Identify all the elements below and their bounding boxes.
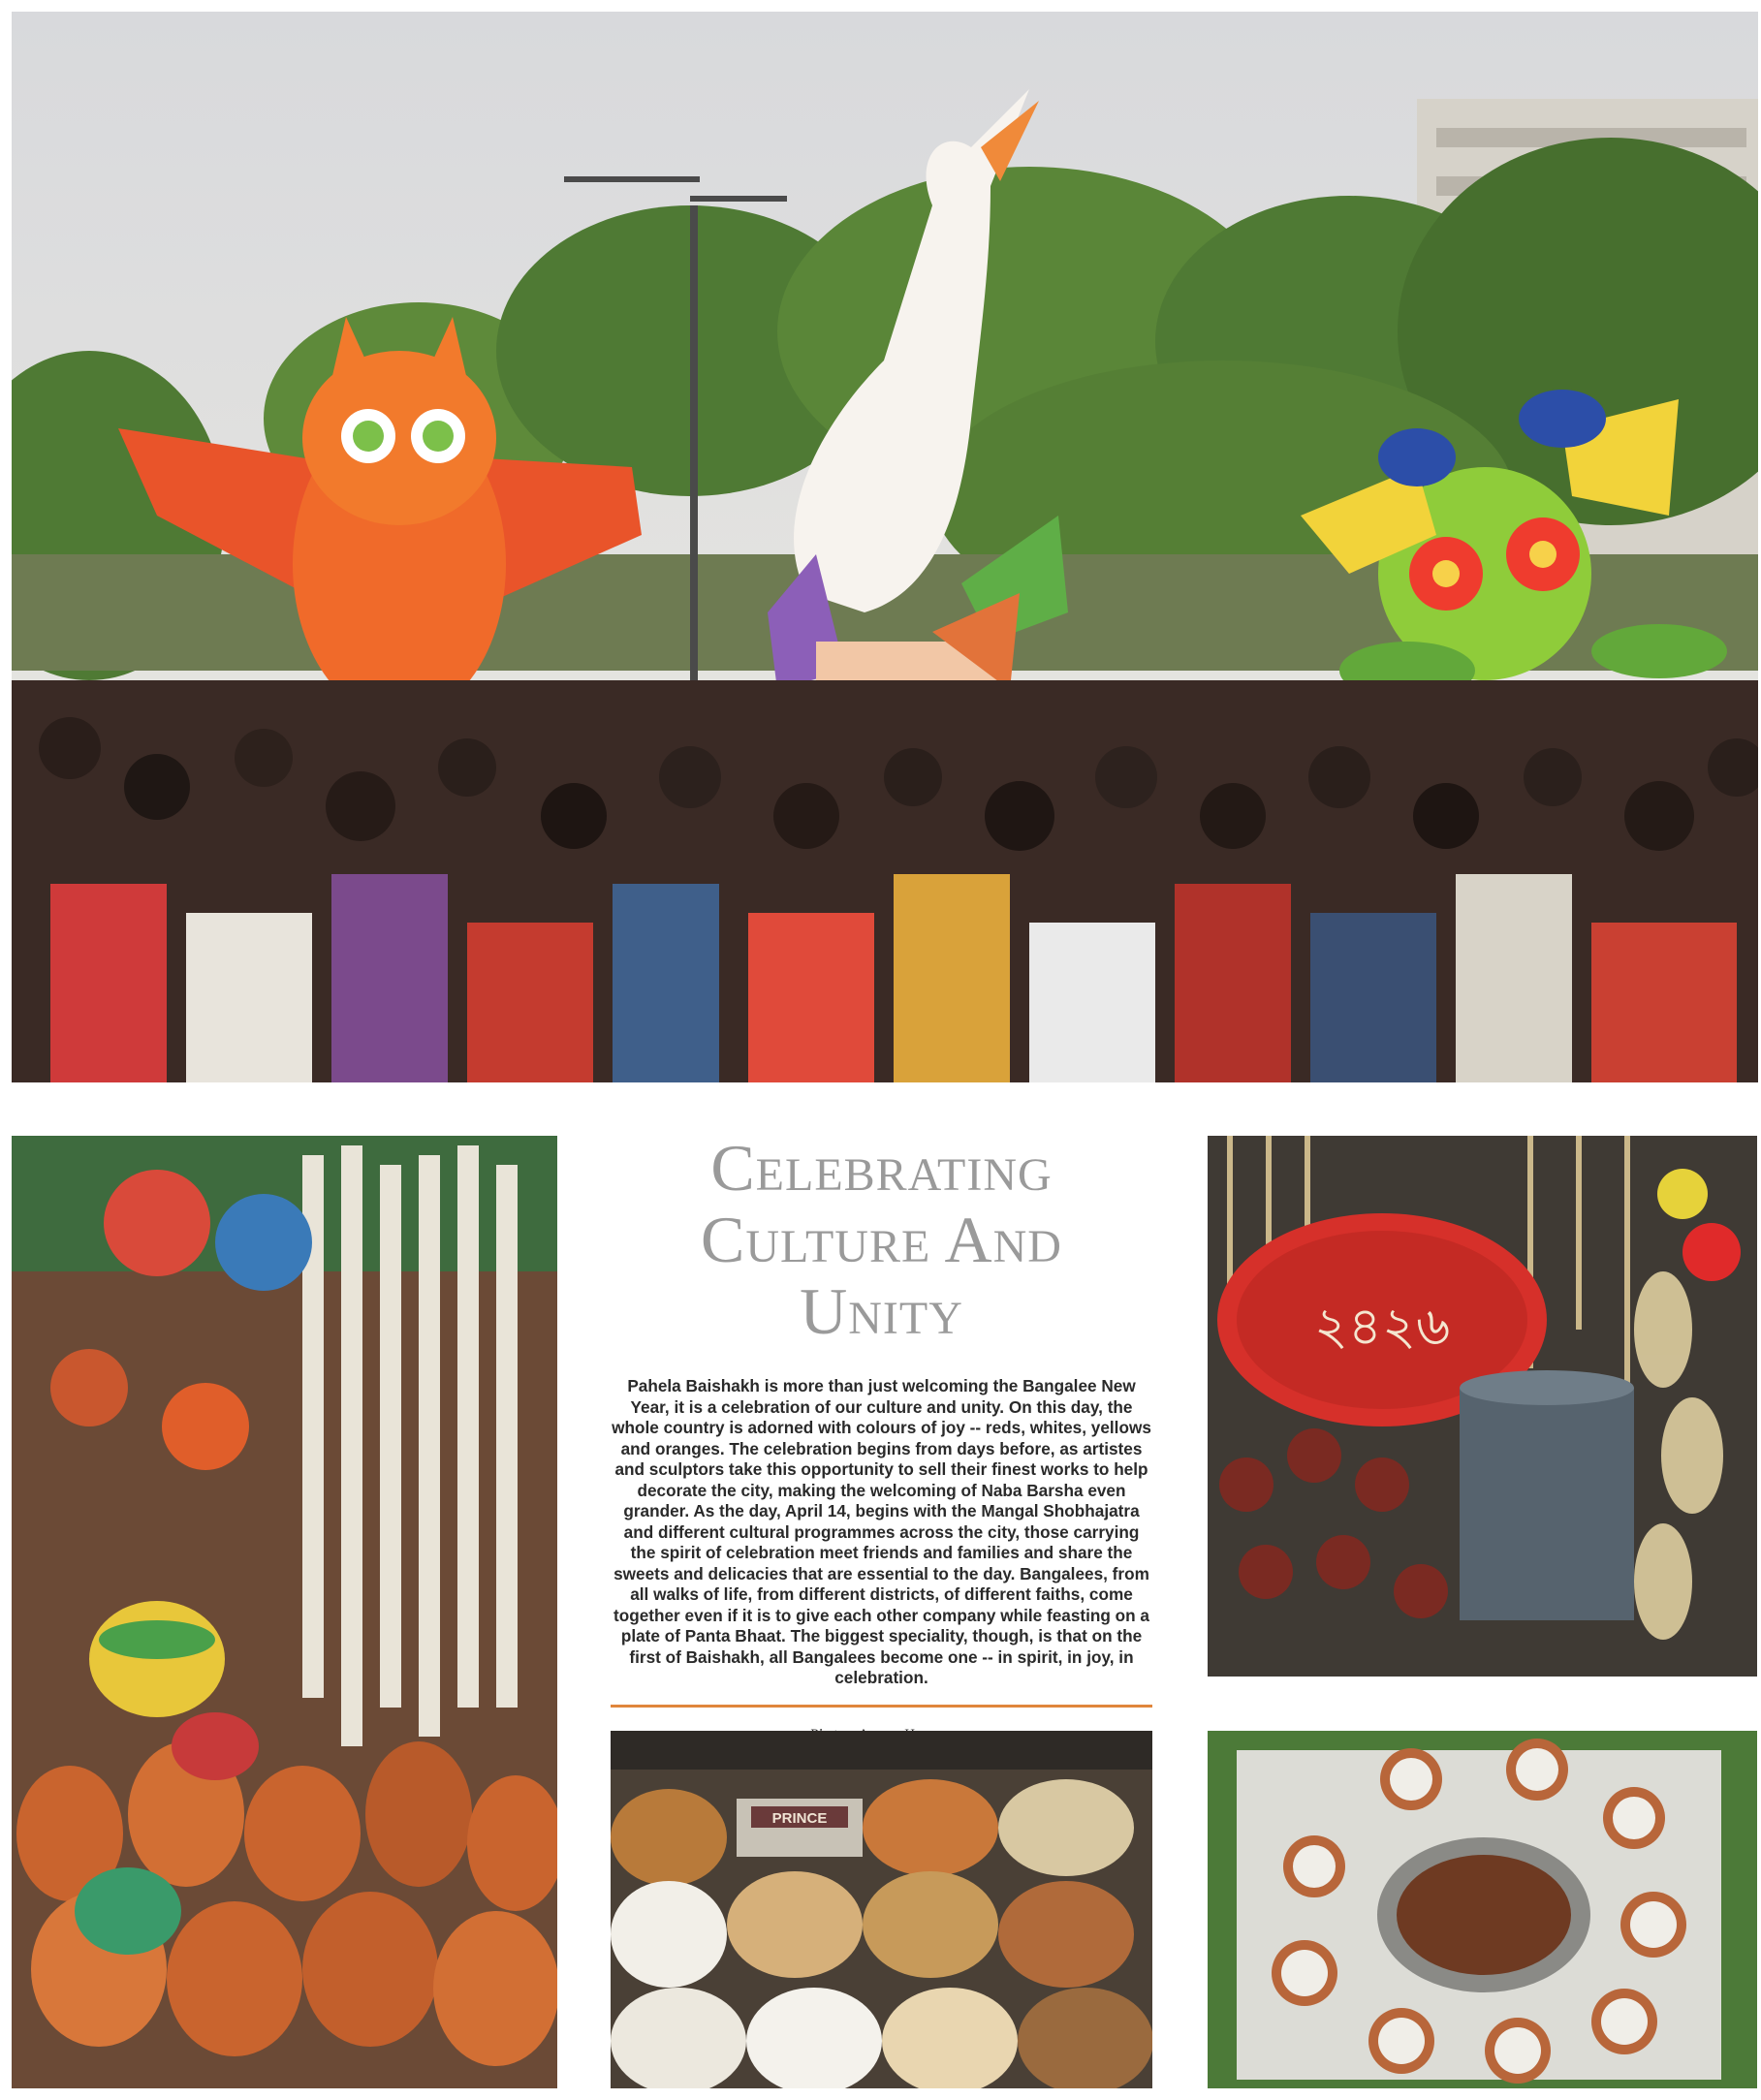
headline-line-1: Celebrating — [710, 1131, 1053, 1205]
dry-foods-market-photo — [611, 1731, 1152, 2088]
food-scale-label: PRINCE — [771, 1810, 828, 1827]
handicrafts-stall-photo — [1208, 1136, 1757, 1677]
divider-rule — [611, 1705, 1152, 1708]
hero-photo-mangal-shobhajatra — [12, 12, 1758, 1082]
article — [611, 1132, 1152, 1713]
pottery-stall-photo — [12, 1136, 557, 2088]
crafts-sign-text: ২৪২৬ — [1313, 1296, 1451, 1357]
headline — [611, 1132, 1152, 1347]
panta-bhaat-spread-photo — [1208, 1731, 1757, 2088]
headline-line-2: Culture And Unity — [701, 1203, 1062, 1348]
article-body: Pahela Baishakh is more than just welcoming the Bangalee New Year, it is a celebration of our culture and unity. On this day, the whole country is adorned with colours of joy -- reds, whites, yellows and oranges. The celebration begins from days before, as artistes and sculptors take this opportunity to sell their finest works to help decorate the city, making the welcoming of Naba Barsha even grander. As the day, April 14, begins with the Mangal Shobhajatra and different cultural programmes across the city, those carrying the spirit of celebration meet friends and families and share the sweets and delicacies that are essential to the day. Bangalees, from all walks of life, from different districts, of different faiths, come together even if it is to give each other company while feasting on a plate of Panta Bhaat. The biggest speciality, though, is that on the first of Baishakh, all Bangalees become one -- in spirit, in joy, in celebration. — [612, 1376, 1151, 1687]
